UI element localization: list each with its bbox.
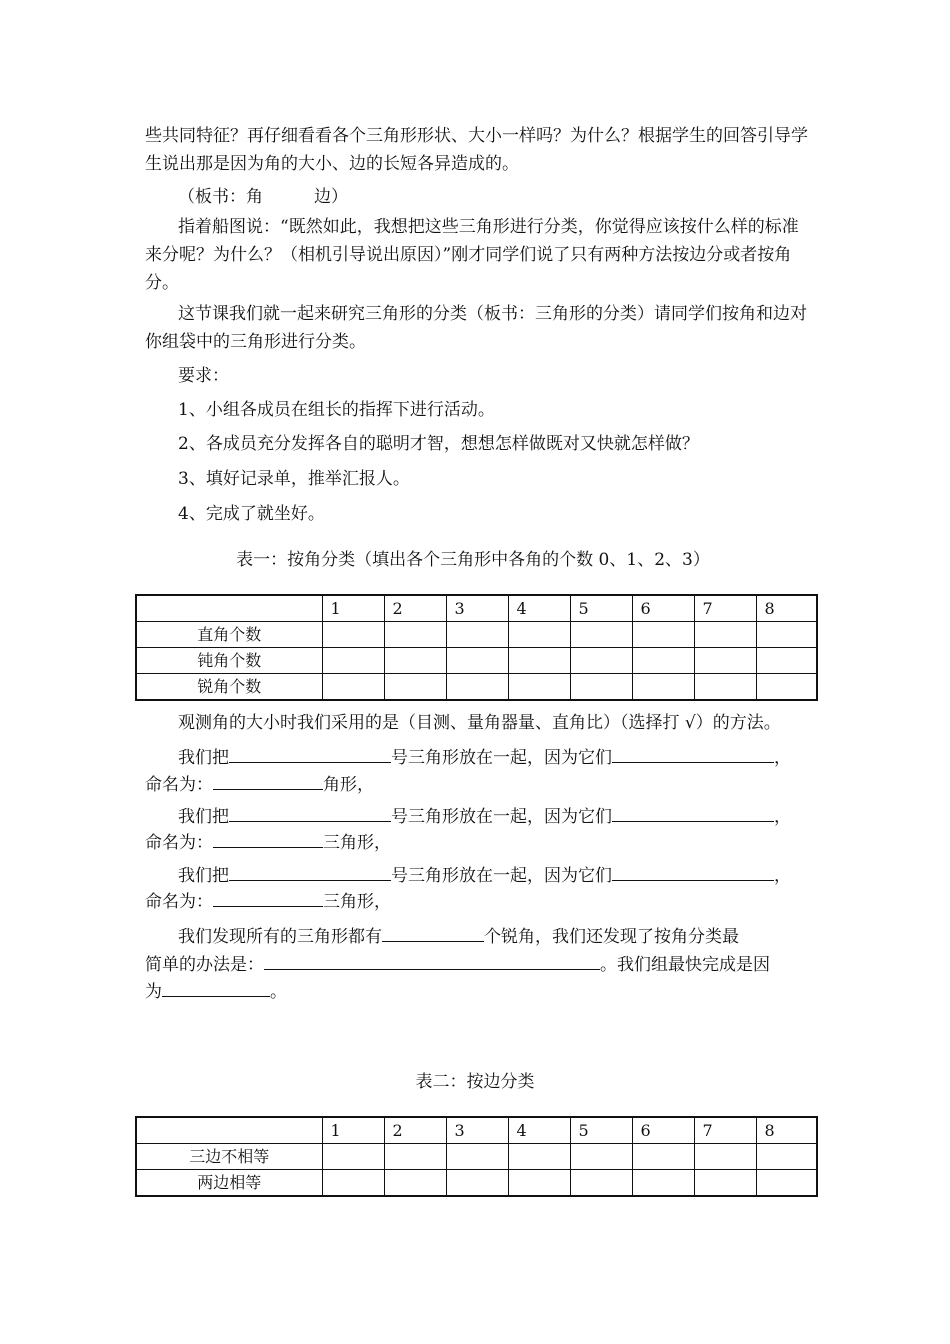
table-cell[interactable]: [756, 1170, 817, 1197]
table-cell[interactable]: [508, 674, 570, 701]
blank-triangle-numbers-3[interactable]: [229, 864, 391, 881]
intro-paragraph-1: 些共同特征？再仔细看看各个三角形形状、大小一样吗？为什么？根据学生的回答引导学生说出那是因为角的大小、边的长短各异造成的。: [145, 126, 808, 174]
text: ，: [774, 748, 791, 768]
table-row: [136, 622, 817, 648]
column-header: 5: [570, 1117, 632, 1144]
table-cell[interactable]: [322, 648, 384, 674]
table-cell[interactable]: [632, 1144, 694, 1170]
table-cell[interactable]: [384, 674, 446, 701]
table-cell[interactable]: [322, 1170, 384, 1197]
text: 我们发现所有的三角形都有: [178, 927, 382, 947]
column-header: 3: [446, 595, 508, 622]
blank-acute-count[interactable]: [382, 925, 484, 942]
table-cell[interactable]: [446, 674, 508, 701]
text: ，: [774, 866, 791, 886]
table-cell[interactable]: [508, 1170, 570, 1197]
table-cell[interactable]: [508, 648, 570, 674]
intro-paragraph-2: 指着船图说：“既然如此，我想把这些三角形进行分类，你觉得应该按什么样的标准来分呢？为什么？（相机引导说出原因）”刚才同学们说了只有两种方法按边分或者按角分。: [145, 217, 799, 293]
fill-line-group-1: [178, 745, 818, 771]
table-row: [136, 674, 817, 701]
row-label-obtuse-angles: 钝角个数: [136, 648, 322, 674]
table-cell[interactable]: [384, 1170, 446, 1197]
column-header: 7: [694, 595, 756, 622]
table-cell[interactable]: [570, 674, 632, 701]
row-label-right-angles: 直角个数: [136, 622, 322, 648]
table-cell[interactable]: [632, 622, 694, 648]
blank-name-2[interactable]: [213, 831, 323, 848]
text: 我们把: [178, 866, 229, 886]
table-cell[interactable]: [384, 1144, 446, 1170]
table-cell[interactable]: [756, 622, 817, 648]
column-header: 3: [446, 1117, 508, 1144]
text: 简单的办法是：: [145, 955, 264, 975]
text: 命名为：: [145, 833, 213, 853]
table-cell[interactable]: [694, 622, 756, 648]
text: 号三角形放在一起，因为它们: [391, 748, 612, 768]
table-cell[interactable]: [508, 1144, 570, 1170]
table-cell[interactable]: [570, 1170, 632, 1197]
name-line-group-1: [145, 772, 815, 798]
table-cell[interactable]: [322, 1144, 384, 1170]
side-classification-table: [135, 1116, 818, 1197]
text: 个锐角，我们还发现了按角分类最: [484, 927, 739, 947]
table-cell[interactable]: [694, 674, 756, 701]
text: 号三角形放在一起，因为它们: [391, 866, 612, 886]
table-row: [136, 1144, 817, 1170]
column-header: 4: [508, 595, 570, 622]
blank-reason-1[interactable]: [612, 746, 774, 763]
text: 我们把: [178, 748, 229, 768]
name-line-group-2: [145, 830, 815, 856]
table-cell[interactable]: [322, 622, 384, 648]
column-header: 2: [384, 1117, 446, 1144]
blank-reason-3[interactable]: [612, 864, 774, 881]
table-cell[interactable]: [694, 1170, 756, 1197]
table-header-row: [136, 1117, 817, 1144]
text: 三角形，: [323, 892, 391, 912]
findings-line-2: [145, 952, 815, 978]
text: 三角形，: [323, 833, 391, 853]
observe-method-line: 观测角的大小时我们采用的是（目测、量角器量、直角比）（选择打 √）的方法。: [178, 713, 781, 733]
table-cell[interactable]: [508, 622, 570, 648]
requirement-3: 3、填好记录单，推举汇报人。: [178, 469, 410, 489]
blank-name-1[interactable]: [213, 773, 323, 790]
blank-name-3[interactable]: [213, 890, 323, 907]
table-cell[interactable]: [446, 622, 508, 648]
fill-line-group-2: [178, 804, 818, 830]
table-cell[interactable]: [632, 648, 694, 674]
table-cell[interactable]: [446, 1144, 508, 1170]
findings-line-1: [178, 924, 818, 950]
table-cell[interactable]: [756, 674, 817, 701]
column-header: 1: [322, 1117, 384, 1144]
blank-simplest-method[interactable]: [264, 953, 600, 970]
angle-classification-table: [135, 594, 818, 701]
table1-caption: 表一：按角分类（填出各个三角形中各角的个数 0、1、2、3）: [236, 550, 710, 570]
table-cell[interactable]: [446, 1170, 508, 1197]
text: ，: [774, 807, 791, 827]
text: 。: [270, 982, 287, 1002]
column-header: 1: [322, 595, 384, 622]
table-cell[interactable]: [694, 648, 756, 674]
table-header-row: [136, 595, 817, 622]
table-cell[interactable]: [446, 648, 508, 674]
column-header: 6: [632, 1117, 694, 1144]
table2-caption: 表二：按边分类: [415, 1072, 535, 1092]
column-header: 2: [384, 595, 446, 622]
table-cell[interactable]: [756, 1144, 817, 1170]
column-header: 7: [694, 1117, 756, 1144]
column-header: 8: [756, 1117, 817, 1144]
table-corner-cell: [136, 1117, 322, 1144]
table-cell[interactable]: [694, 1144, 756, 1170]
name-line-group-3: [145, 889, 815, 915]
text: 。我们组最快完成是因: [600, 955, 770, 975]
findings-line-3: [145, 979, 815, 1005]
column-header: 8: [756, 595, 817, 622]
column-header: 4: [508, 1117, 570, 1144]
text: 角形，: [323, 775, 374, 795]
blank-reason-2[interactable]: [612, 805, 774, 822]
table-cell[interactable]: [570, 1144, 632, 1170]
table-cell[interactable]: [570, 622, 632, 648]
table-cell[interactable]: [384, 622, 446, 648]
table-corner-cell: [136, 595, 322, 622]
requirements-title: 要求：: [178, 366, 229, 386]
text: 号三角形放在一起，因为它们: [391, 807, 612, 827]
row-label-scalene: 三边不相等: [136, 1144, 322, 1170]
table-row: [136, 648, 817, 674]
text: 命名为：: [145, 775, 213, 795]
blank-triangle-numbers-1[interactable]: [229, 746, 391, 763]
table-cell[interactable]: [570, 648, 632, 674]
table-cell[interactable]: [632, 1170, 694, 1197]
text: 为: [145, 982, 162, 1002]
table-cell[interactable]: [632, 674, 694, 701]
row-label-isosceles: 两边相等: [136, 1170, 322, 1197]
row-label-acute-angles: 锐角个数: [136, 674, 322, 701]
table-row: [136, 1170, 817, 1197]
fill-line-group-3: [178, 863, 818, 889]
board-note: （板书：角 边）: [178, 187, 348, 207]
intro-paragraph-3: 这节课我们就一起来研究三角形的分类（板书：三角形的分类）请同学们按角和边对你组袋中的三角形进行分类。: [145, 304, 807, 352]
blank-fastest-reason[interactable]: [162, 980, 270, 997]
text: 我们把: [178, 807, 229, 827]
text: 命名为：: [145, 892, 213, 912]
requirement-4: 4、完成了就坐好。: [178, 504, 325, 524]
requirement-1: 1、小组各成员在组长的指挥下进行活动。: [178, 400, 495, 420]
table-cell[interactable]: [384, 648, 446, 674]
table-cell[interactable]: [322, 674, 384, 701]
column-header: 5: [570, 595, 632, 622]
column-header: 6: [632, 595, 694, 622]
blank-triangle-numbers-2[interactable]: [229, 805, 391, 822]
table-cell[interactable]: [756, 648, 817, 674]
requirement-2: 2、各成员充分发挥各自的聪明才智，想想怎样做既对又快就怎样做？: [178, 434, 699, 454]
